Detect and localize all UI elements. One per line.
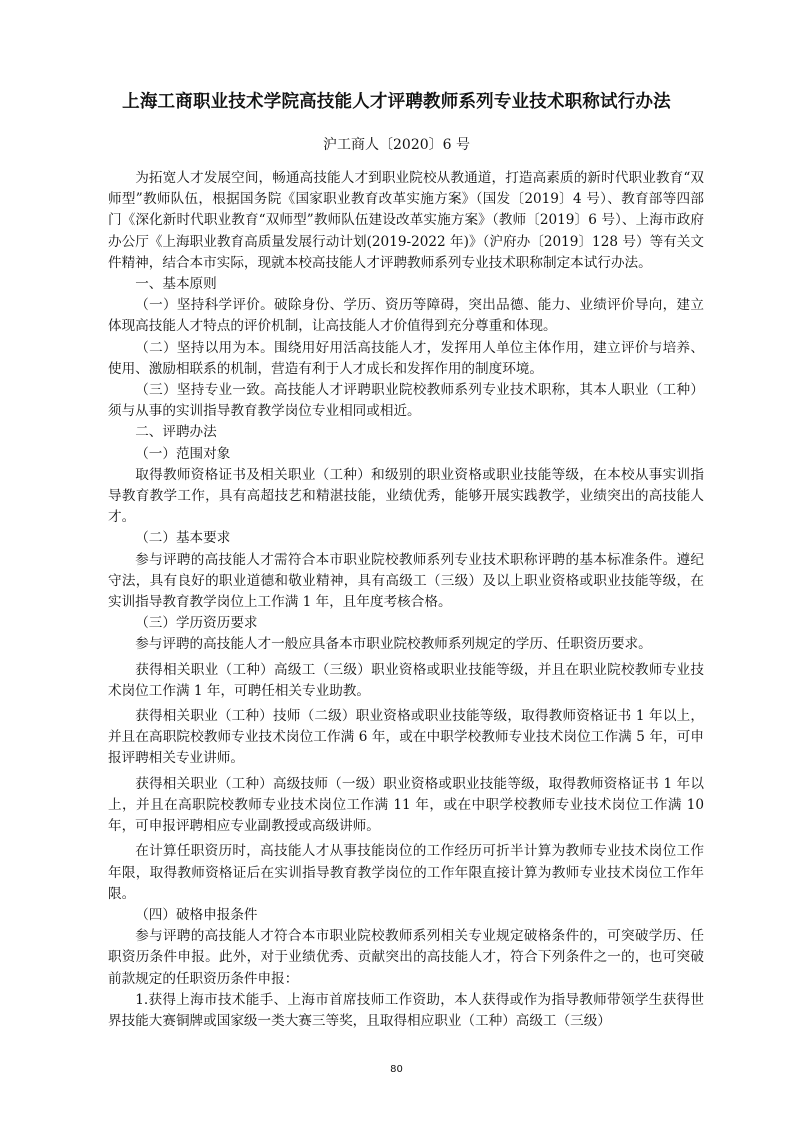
paragraph: 取得教师资格证书及相关职业（工种）和级别的职业资格或职业技能等级，在本校从事实训指导教育教学工作，具有高超技艺和精湛技能，业绩优秀，能够开展实践教学，业绩突出的高技能人才。 <box>108 466 704 526</box>
paragraph: 参与评聘的高技能人才一般应具备本市职业院校教师系列规定的学历、任职资历要求。 <box>135 636 652 653</box>
paragraph: 参与评聘的高技能人才需符合本市职业院校教师系列专业技术职称评聘的基本标准条件。遵纪守法，具有良好的职业道德和敬业精神，具有高级工（三级）及以上职业资格或职业技能等级，在实训指导教育教学岗位上工作满 1 年，且年度考核合格。 <box>108 551 704 611</box>
paragraph: （三）坚持专业一致。高技能人才评聘职业院校教师系列专业技术职称，其本人职业（工种）须与从事的实训指导教育教学岗位专业相同或相近。 <box>108 382 704 420</box>
document-title: 上海工商职业技术学院高技能人才评聘教师系列专业技术职称试行办法 <box>122 92 671 112</box>
document-body <box>108 168 704 1032</box>
paragraph: （一）坚持科学评价。破除身份、学历、资历等障碍，突出品德、能力、业绩评价导向，建立体现高技能人才特点的评价机制，让高技能人才价值得到充分尊重和体现。 <box>108 297 704 335</box>
paragraph: 获得相关职业（工种）高级工（三级）职业资格或职业技能等级，并且在职业院校教师专业技术岗位工作满 1 年，可聘任相关专业助教。 <box>108 661 704 699</box>
paragraph: 参与评聘的高技能人才符合本市职业院校教师系列相关专业规定破格条件的，可突破学历、任职资历条件申报。此外，对于业绩优秀、贡献突出的高技能人才，符合下列条件之一的，也可突破前款规定的任职资历条件申报： <box>108 928 704 987</box>
subsection-heading: （二）基本要求 <box>135 530 231 547</box>
subsection-heading: （一）范围对象 <box>135 445 231 462</box>
paragraph: 为拓宽人才发展空间，畅通高技能人才到职业院校从教通道，打造高素质的新时代职业教育“双师型”教师队伍，根据国务院《国家职业教育改革实施方案》（国发〔2019〕4 号）、教育部等四部门《深化新时代职业教育“双师型”教师队伍建设改革实施方案》（教师〔2019〕6 号）、上海市政府办公厅《上海职业教育高质量发展行动计划(2019-2022 年)》（沪府办〔2019〕128 号）等有关文件精神，结合本市实际，现就本校高技能人才评聘教师系列专业技术职称制定本试行办法。 <box>108 170 704 271</box>
page-number: 80 <box>390 1064 403 1075</box>
paragraph: 1.获得上海市技术能手、上海市首席技师工作资助，本人获得或作为指导教师带领学生获得世界技能大赛铜牌或国家级一类大赛三等奖，且取得相应职业（工种）高级工（三级） <box>108 991 704 1029</box>
paragraph: 获得相关职业（工种）高级技师（一级）职业资格或职业技能等级，取得教师资格证书 1 年以上，并且在高职院校教师专业技术岗位工作满 11 年，或在中职学校教师专业技术岗位工作满 10 年，可申报评聘相应专业副教授或高级讲师。 <box>108 775 704 835</box>
section-heading: 二、评聘办法 <box>135 424 217 441</box>
section-heading: 一、基本原则 <box>135 276 217 293</box>
subsection-heading: （三）学历资历要求 <box>135 615 258 632</box>
subsection-heading: （四）破格申报条件 <box>135 906 258 923</box>
paragraph: 在计算任职资历时，高技能人才从事技能岗位的工作经历可折半计算为教师专业技术岗位工作年限，取得教师资格证后在实训指导教育教学岗位的工作年限直接计算为教师专业技术岗位工作年限。 <box>108 843 704 902</box>
document-number: 沪工商人〔2020〕6 号 <box>323 137 470 153</box>
paragraph: 获得相关职业（工种）技师（二级）职业资格或职业技能等级，取得教师资格证书 1 年以上，并且在高职院校教师专业技术岗位工作满 6 年，或在中职学校教师专业技术岗位工作满 5 年，可申报评聘相关专业讲师。 <box>108 708 704 767</box>
paragraph: （二）坚持以用为本。围绕用好用活高技能人才，发挥用人单位主体作用，建立评价与培养、使用、激励相联系的机制，营造有利于人才成长和发挥作用的制度环境。 <box>108 339 704 377</box>
